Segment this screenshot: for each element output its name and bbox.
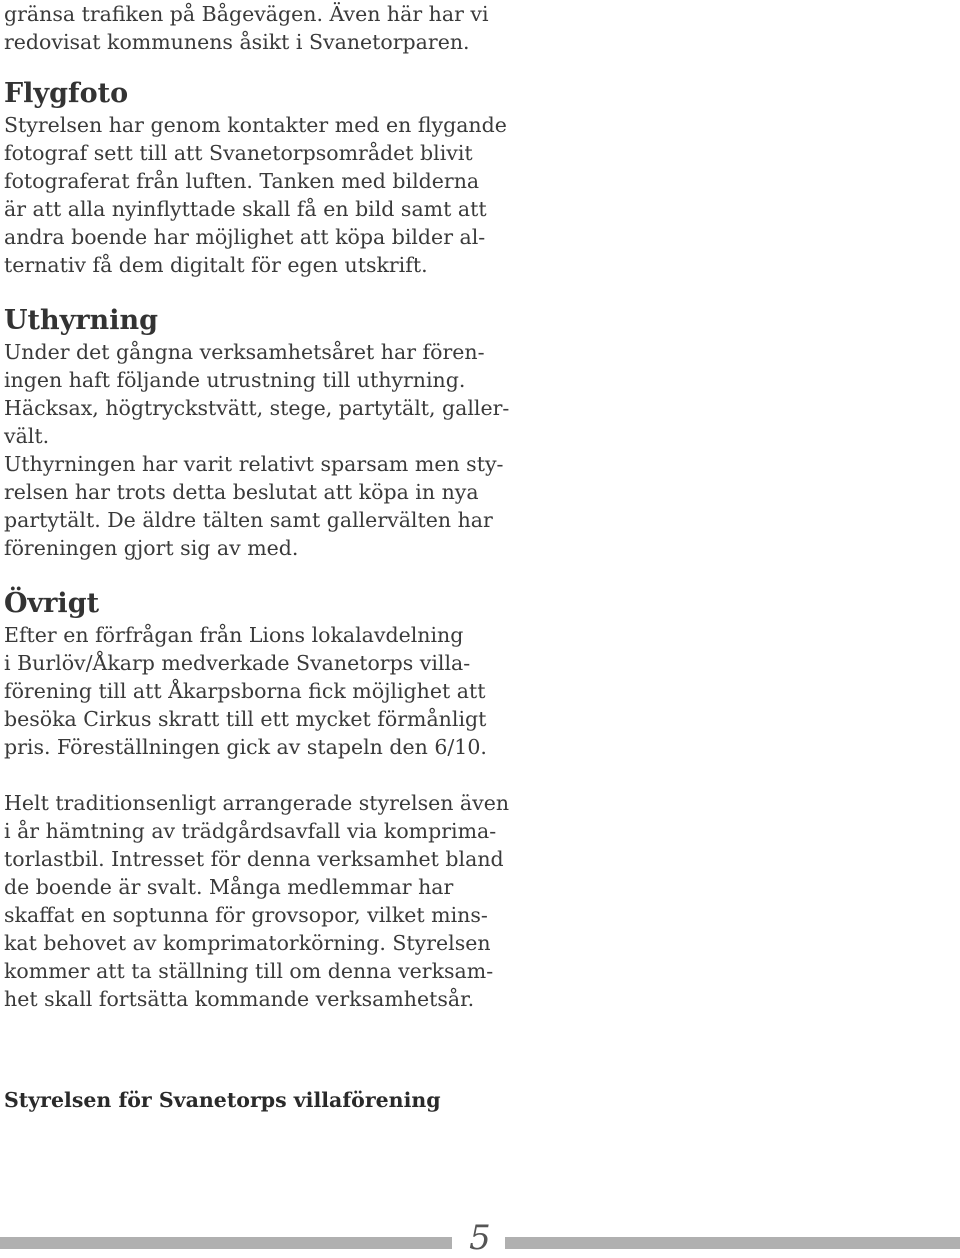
text-line: kommer att ta ställning till om denna verksam-	[4, 959, 494, 983]
footer-bar-left	[0, 1237, 452, 1249]
section-ovrigt	[4, 587, 487, 761]
intro-paragraph	[4, 0, 489, 56]
text-line: de boende är svalt. Många medlemmar har	[4, 875, 454, 899]
ovrigt-paragraph-2	[4, 789, 510, 1013]
text-line: Helt traditionsenligt arrangerade styrelsen även	[4, 791, 510, 815]
page-number: 5	[469, 1218, 491, 1258]
text-line: andra boende har möjlighet att köpa bilder al-	[4, 225, 486, 249]
text-line: Uthyrningen har varit relativt sparsam men sty-	[4, 452, 504, 476]
section-heading: Flygfoto	[4, 78, 129, 109]
text-line: Efter en förfrågan från Lions lokalavdelning	[4, 623, 464, 647]
text-line: föreningen gjort sig av med.	[4, 536, 299, 560]
article-column	[4, 0, 510, 1013]
section-flygfoto	[4, 77, 507, 279]
text-line: kat behovet av komprimatorkörning. Styrelsen	[4, 931, 491, 955]
section-heading: Uthyrning	[4, 305, 158, 336]
text-line: ternativ få dem digitalt för egen utskrift.	[4, 253, 428, 277]
text-line: fotograferat från luften. Tanken med bilderna	[4, 169, 480, 193]
text-line: förening till att Åkarpsborna fick möjlighet att	[4, 679, 486, 703]
text-line: torlastbil. Intresset för denna verksamhet bland	[4, 847, 504, 871]
text-line: Häcksax, högtryckstvätt, stege, partytält, galler-	[4, 396, 510, 420]
text-line: är att alla nyinflyttade skall få en bild samt att	[4, 197, 487, 221]
text-line: i år hämtning av trädgårdsavfall via komprima-	[4, 819, 497, 843]
text-line: redovisat kommunens åsikt i Svanetorparen.	[4, 30, 470, 54]
text-line: gränsa trafiken på Bågevägen. Även här har vi	[4, 2, 489, 26]
signature: Styrelsen för Svanetorps villaförening	[4, 1088, 441, 1112]
text-line: partytält. De äldre tälten samt gallervälten har	[4, 508, 493, 532]
text-line: i Burlöv/Åkarp medverkade Svanetorps villa-	[4, 651, 471, 675]
text-line: skaffat en soptunna för grovsopor, vilket mins-	[4, 903, 488, 927]
text-line: fotograf sett till att Svanetorpsområdet blivit	[4, 141, 473, 165]
section-heading: Övrigt	[4, 588, 100, 619]
text-line: relsen har trots detta beslutat att köpa in nya	[4, 480, 479, 504]
section-uthyrning	[4, 304, 510, 562]
text-line: het skall fortsätta kommande verksamhetsår.	[4, 987, 475, 1011]
footer-bar-right	[505, 1237, 960, 1249]
text-line: besöka Cirkus skratt till ett mycket förmånligt	[4, 707, 487, 731]
text-line: Styrelsen har genom kontakter med en flygande	[4, 113, 507, 137]
text-line: vält.	[4, 424, 50, 448]
text-line: pris. Föreställningen gick av stapeln den 6/10.	[4, 735, 487, 759]
text-line: Under det gångna verksamhetsåret har fören-	[4, 340, 485, 364]
text-line: ingen haft följande utrustning till uthyrning.	[4, 368, 466, 392]
